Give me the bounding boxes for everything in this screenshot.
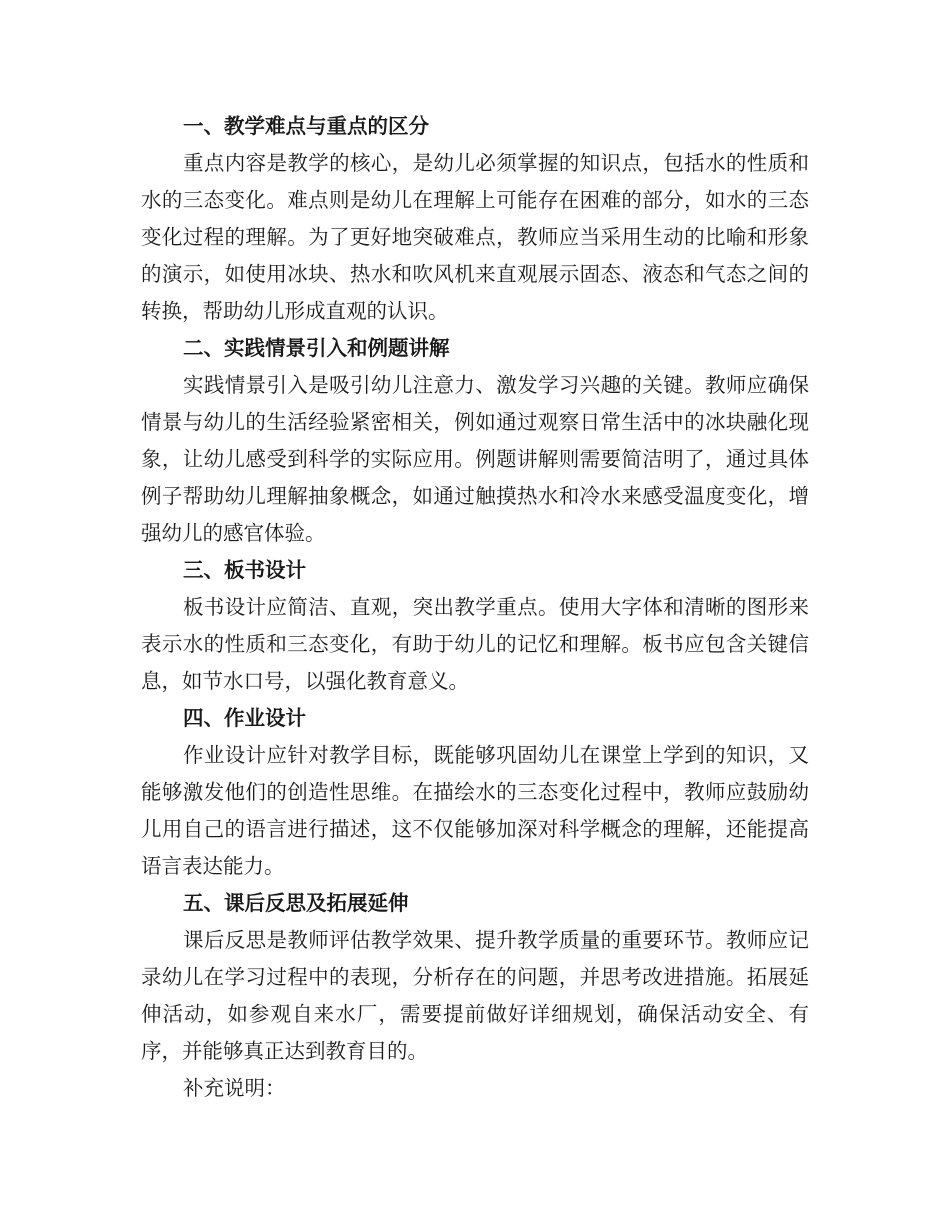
section-heading-4: 四、作业设计 <box>183 706 306 730</box>
section-heading-3: 三、板书设计 <box>183 558 306 582</box>
section-heading-1: 一、教学难点与重点的区分 <box>183 114 429 138</box>
section-paragraph-5: 课后反思是教师评估教学效果、提升教学质量的重要环节。教师应记录幼儿在学习过程中的表现，分析存在的问题，并思考改进措施。拓展延伸活动，如参观自来水厂，需要提前做好详细规划，确保活动安全、有序，并能够真正达到教育目的。 <box>141 928 809 1063</box>
supplementary-note-label: 补充说明： <box>183 1076 286 1100</box>
section-heading-2: 二、实践情景引入和例题讲解 <box>183 336 450 360</box>
document-body <box>141 108 809 1107</box>
section-paragraph-1: 重点内容是教学的核心，是幼儿必须掌握的知识点，包括水的性质和水的三态变化。难点则是幼儿在理解上可能存在困难的部分，如水的三态变化过程的理解。为了更好地突破难点，教师应当采用生动的比喻和形象的演示，如使用冰块、热水和吹风机来直观展示固态、液态和气态之间的转换，帮助幼儿形成直观的认识。 <box>141 151 809 323</box>
section-paragraph-2: 实践情景引入是吸引幼儿注意力、激发学习兴趣的关键。教师应确保情景与幼儿的生活经验紧密相关，例如通过观察日常生活中的冰块融化现象，让幼儿感受到科学的实际应用。例题讲解则需要简洁明了，通过具体例子帮助幼儿理解抽象概念，如通过触摸热水和冷水来感受温度变化，增强幼儿的感官体验。 <box>141 373 809 545</box>
section-heading-5: 五、课后反思及拓展延伸 <box>183 891 409 915</box>
section-paragraph-3: 板书设计应简洁、直观，突出教学重点。使用大字体和清晰的图形来表示水的性质和三态变化，有助于幼儿的记忆和理解。板书应包含关键信息，如节水口号，以强化教育意义。 <box>141 595 809 693</box>
section-paragraph-4: 作业设计应针对教学目标，既能够巩固幼儿在课堂上学到的知识，又能够激发他们的创造性思维。在描绘水的三态变化过程中，教师应鼓励幼儿用自己的语言进行描述，这不仅能够加深对科学概念的理解，还能提高语言表达能力。 <box>141 743 809 878</box>
